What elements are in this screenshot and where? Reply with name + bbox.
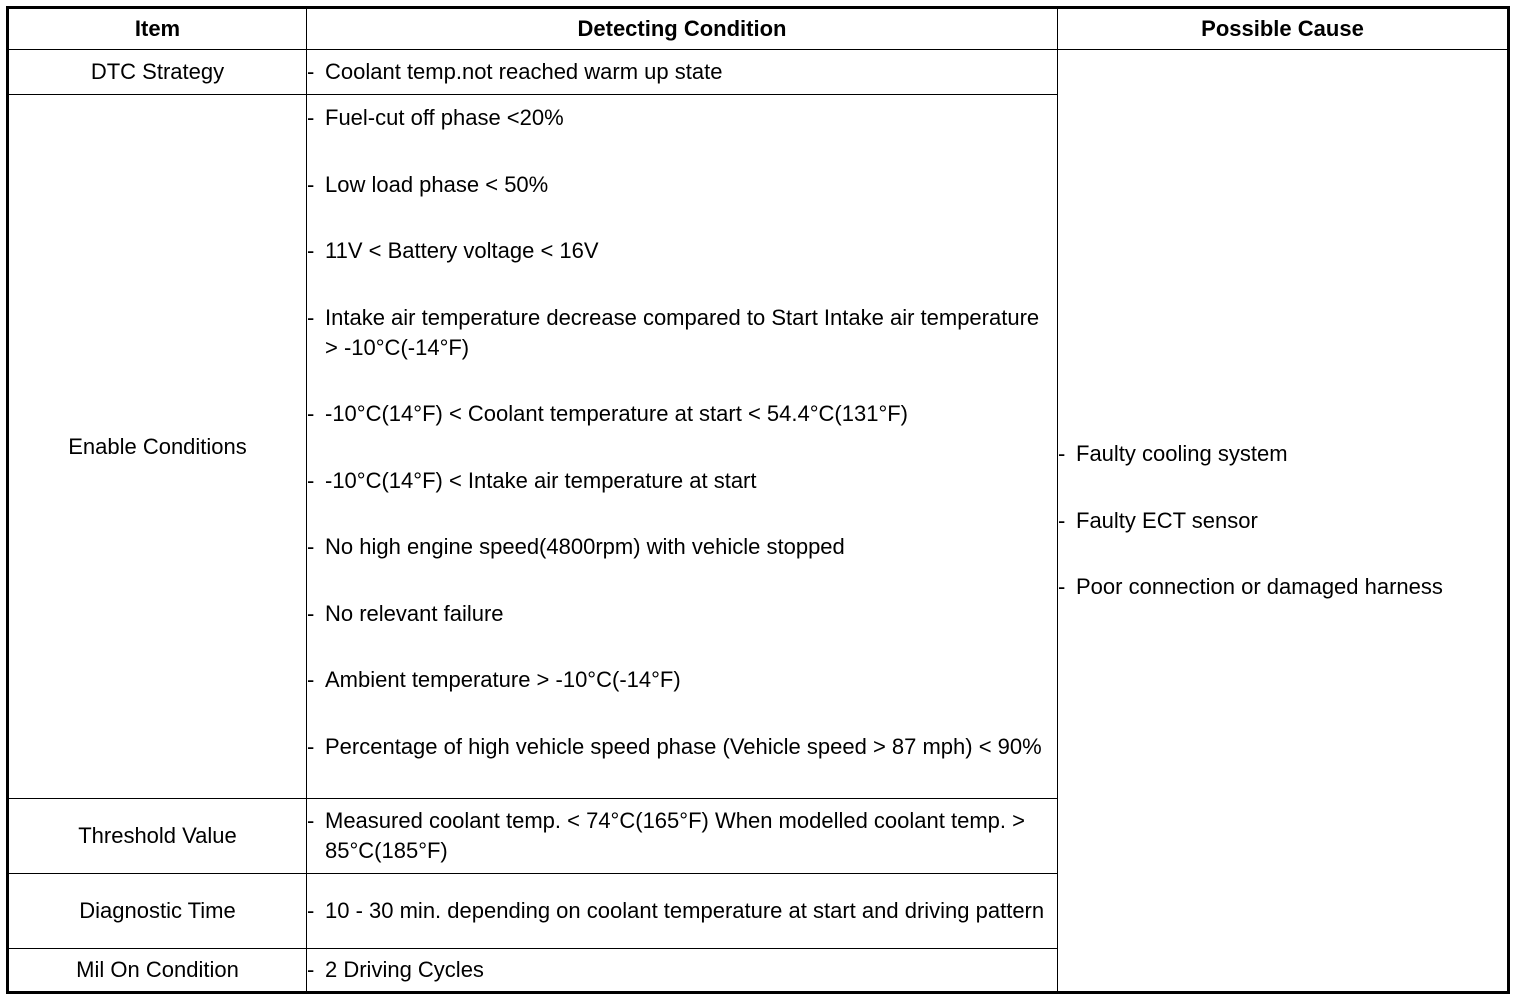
header-item: Item: [8, 8, 307, 50]
cause-item: - Faulty ECT sensor: [1058, 506, 1507, 536]
condition-item: - 11V < Battery voltage < 16V: [307, 236, 1057, 266]
condition-item: - Measured coolant temp. < 74°C(165°F) When modelled coolant temp. > 85°C(185°F): [307, 806, 1057, 866]
condition-item: - Percentage of high vehicle speed phase (Vehicle speed > 87 mph) < 90%: [307, 732, 1057, 762]
header-detecting-condition: Detecting Condition: [307, 8, 1058, 50]
condition-item: - 2 Driving Cycles: [307, 955, 1057, 985]
condition-item: - Coolant temp.not reached warm up state: [307, 57, 1057, 87]
condition-item: - -10°C(14°F) < Intake air temperature at start: [307, 466, 1057, 496]
item-enable-conditions: Enable Conditions: [8, 95, 307, 799]
condition-cell-enable-conditions: [307, 95, 1058, 799]
condition-cell-threshold-value: [307, 799, 1058, 874]
condition-item: - Intake air temperature decrease compared to Start Intake air temperature > -10°C(-14°F): [307, 303, 1057, 363]
condition-item: - -10°C(14°F) < Coolant temperature at start < 54.4°C(131°F): [307, 399, 1057, 429]
condition-item: - Low load phase < 50%: [307, 170, 1057, 200]
condition-cell-mil-on-condition: [307, 949, 1058, 993]
possible-cause-cell: [1058, 50, 1509, 993]
condition-item: - Fuel-cut off phase <20%: [307, 103, 1057, 133]
header-possible-cause: Possible Cause: [1058, 8, 1509, 50]
cause-item: - Faulty cooling system: [1058, 439, 1507, 469]
condition-item: - Ambient temperature > -10°C(-14°F): [307, 665, 1057, 695]
row-dtc-strategy: [8, 50, 1509, 95]
dtc-spec-table: [6, 6, 1510, 994]
item-threshold-value: Threshold Value: [8, 799, 307, 874]
header-row: [8, 8, 1509, 50]
item-dtc-strategy: DTC Strategy: [8, 50, 307, 95]
condition-item: - No relevant failure: [307, 599, 1057, 629]
condition-cell-diagnostic-time: [307, 874, 1058, 949]
condition-cell-dtc-strategy: [307, 50, 1058, 95]
item-mil-on-condition: Mil On Condition: [8, 949, 307, 993]
condition-item: - No high engine speed(4800rpm) with vehicle stopped: [307, 532, 1057, 562]
condition-item: - 10 - 30 min. depending on coolant temperature at start and driving pattern: [307, 896, 1057, 926]
item-diagnostic-time: Diagnostic Time: [8, 874, 307, 949]
cause-item: - Poor connection or damaged harness: [1058, 572, 1507, 602]
